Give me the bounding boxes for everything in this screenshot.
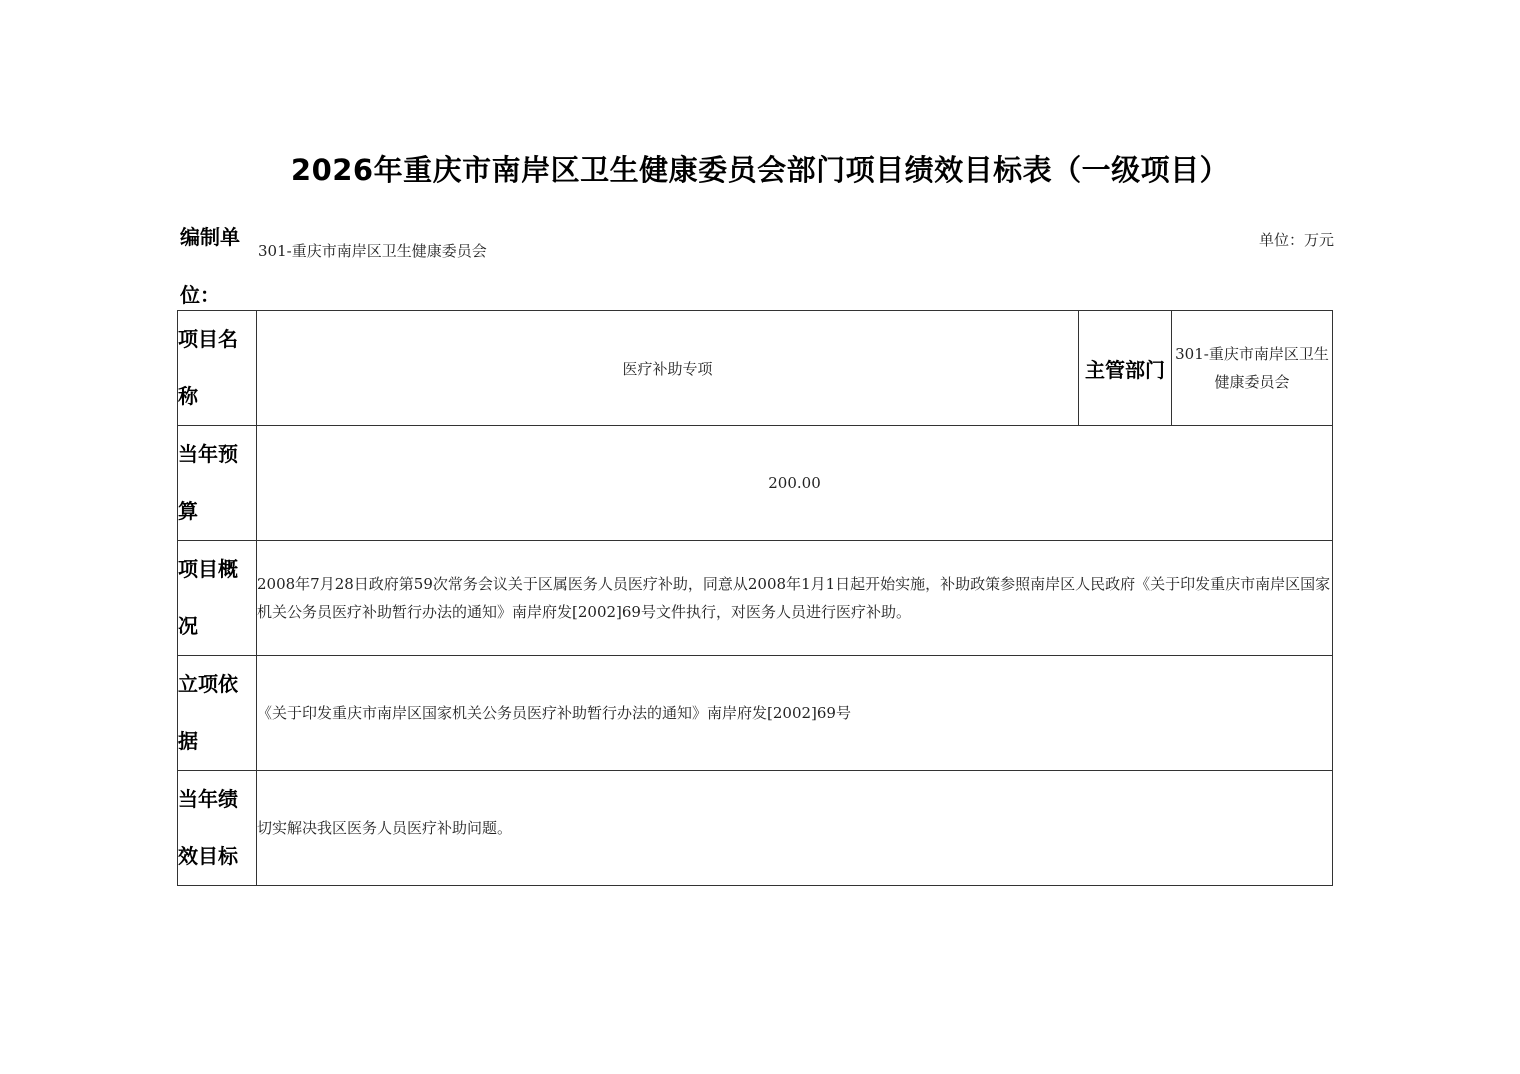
page-title: 2026年重庆市南岸区卫生健康委员会部门项目绩效目标表（一级项目）: [290, 153, 1230, 187]
project-name-value: 医疗补助专项: [257, 311, 1079, 426]
compiling-unit-value: 301-重庆市南岸区卫生健康委员会: [258, 242, 487, 260]
basis-value: 《关于印发重庆市南岸区国家机关公务员医疗补助暂行办法的通知》南岸府发[2002]69号: [257, 656, 1333, 771]
goal-value: 切实解决我区医务人员医疗补助问题。: [257, 771, 1333, 886]
compiling-unit-label: 编制单位：: [180, 225, 240, 307]
table-row: [178, 771, 1333, 886]
performance-target-table: [177, 310, 1333, 886]
goal-label: 当年绩效目标: [178, 771, 257, 886]
table-row: [178, 541, 1333, 656]
table-row: [178, 656, 1333, 771]
overview-label: 项目概况: [178, 541, 257, 656]
table-row: [178, 426, 1333, 541]
project-name-label: 项目名称: [178, 311, 257, 426]
table-row: [178, 311, 1333, 426]
overview-value: 2008年7月28日政府第59次常务会议关于区属医务人员医疗补助，同意从2008年1月1日起开始实施，补助政策参照南岸区人民政府《关于印发重庆市南岸区国家机关公务员医疗补助暂行办法的通知》南岸府发[2002]69号文件执行，对医务人员进行医疗补助。: [257, 541, 1333, 656]
dept-value: 301-重庆市南岸区卫生健康委员会: [1172, 311, 1333, 426]
currency-unit: 单位：万元: [1258, 231, 1334, 249]
dept-label: 主管部门: [1079, 311, 1172, 426]
budget-value: 200.00: [257, 426, 1333, 541]
budget-label: 当年预算: [178, 426, 257, 541]
basis-label: 立项依据: [178, 656, 257, 771]
